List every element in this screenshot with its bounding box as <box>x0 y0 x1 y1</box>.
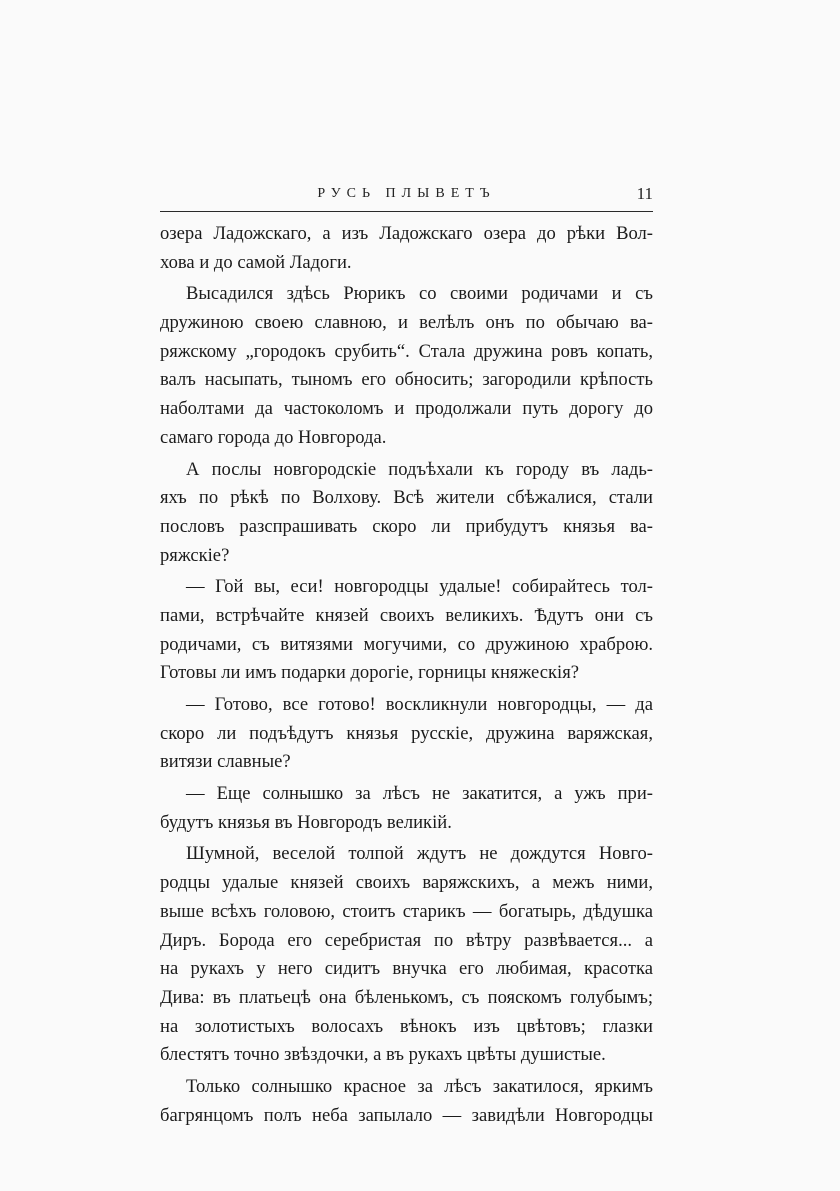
text-line: — Гой вы, еси! новгородцы удалые! собирайтесь тол- <box>186 576 653 598</box>
text-line: блестятъ точно звѣздочки, а въ рукахъ цвѣты душистые. <box>160 1044 606 1066</box>
text-line: хова и до самой Ладоги. <box>160 251 352 273</box>
text-line: Высадился здѣсь Рюрикъ со своими родичами и съ <box>186 283 653 305</box>
text-line: ряжскіе? <box>160 544 230 566</box>
text-line: на золотистыхъ волосахъ вѣнокъ изъ цвѣтовъ; глазки <box>160 1015 653 1037</box>
text-line: Только солнышко красное за лѣсъ закатилося, яркимъ <box>186 1075 653 1097</box>
text-line: выше всѣхъ головою, стоитъ старикъ — богатырь, дѣдушка <box>160 900 653 922</box>
text-line: А послы новгородскіе подъѣхали къ городу въ ладь- <box>186 458 653 480</box>
text-line: пами, встрѣчайте князей своихъ великихъ. Ѣдутъ они съ <box>160 604 653 626</box>
text-line: яхъ по рѣкѣ по Волхову. Всѣ жители сбѣжалися, стали <box>160 487 653 509</box>
text-line: родичами, съ витязями могучими, со дружиною храброю. <box>160 633 653 655</box>
page-number: 11 <box>636 184 653 203</box>
text-line: валъ насыпать, тыномъ его обносить; загородили крѣпость <box>160 369 653 391</box>
text-line: Готовы ли имъ подарки дорогіе, горницы княжескія? <box>160 662 580 684</box>
text-line: дружиною своею славною, и велѣлъ онъ по обычаю ва- <box>160 312 653 334</box>
text-line: на рукахъ у него сидитъ внучка его любимая, красотка <box>160 958 653 980</box>
text-line: скоро ли подъѣдутъ князья русскіе, дружина варяжская, <box>160 722 653 744</box>
text-line: — Еще солнышко за лѣсъ не закатится, а ужъ при- <box>186 783 653 805</box>
body-text <box>160 220 653 1130</box>
text-line: ряжскому „городокъ срубить“. Стала дружина ровъ копать, <box>160 340 653 362</box>
text-line: озера Ладожскаго, а изъ Ладожскаго озера до рѣки Вол- <box>160 223 653 244</box>
running-title: РУСЬ ПЛЫВЕТЪ <box>317 186 496 201</box>
header-rule <box>160 211 653 212</box>
text-line: багрянцомъ полъ неба запылало — завидѣли Новгородцы <box>160 1104 653 1126</box>
text-line: Дива: въ платьецѣ она бѣленькомъ, съ пояскомъ голубымъ; <box>160 986 653 1008</box>
text-line: — Готово, все готово! воскликнули новгородцы, — да <box>186 694 653 715</box>
text-line: Шумной, веселой толпой ждутъ не дождутся Новго- <box>186 843 653 865</box>
text-line: пословъ разспрашивать скоро ли прибудутъ князья ва- <box>160 515 653 537</box>
text-line: самаго города до Новгорода. <box>160 426 387 448</box>
text-line: витязи славные? <box>160 751 291 773</box>
text-line: родцы удалые князей своихъ варяжскихъ, а межъ ними, <box>160 872 653 894</box>
page-header <box>160 186 653 210</box>
text-line: наболтами да частоколомъ и продолжали путь дорогу до <box>160 398 653 420</box>
text-line: будутъ князья въ Новгородъ великій. <box>160 811 452 833</box>
text-line: Диръ. Борода его серебристая по вѣтру развѣвается... а <box>160 929 653 951</box>
